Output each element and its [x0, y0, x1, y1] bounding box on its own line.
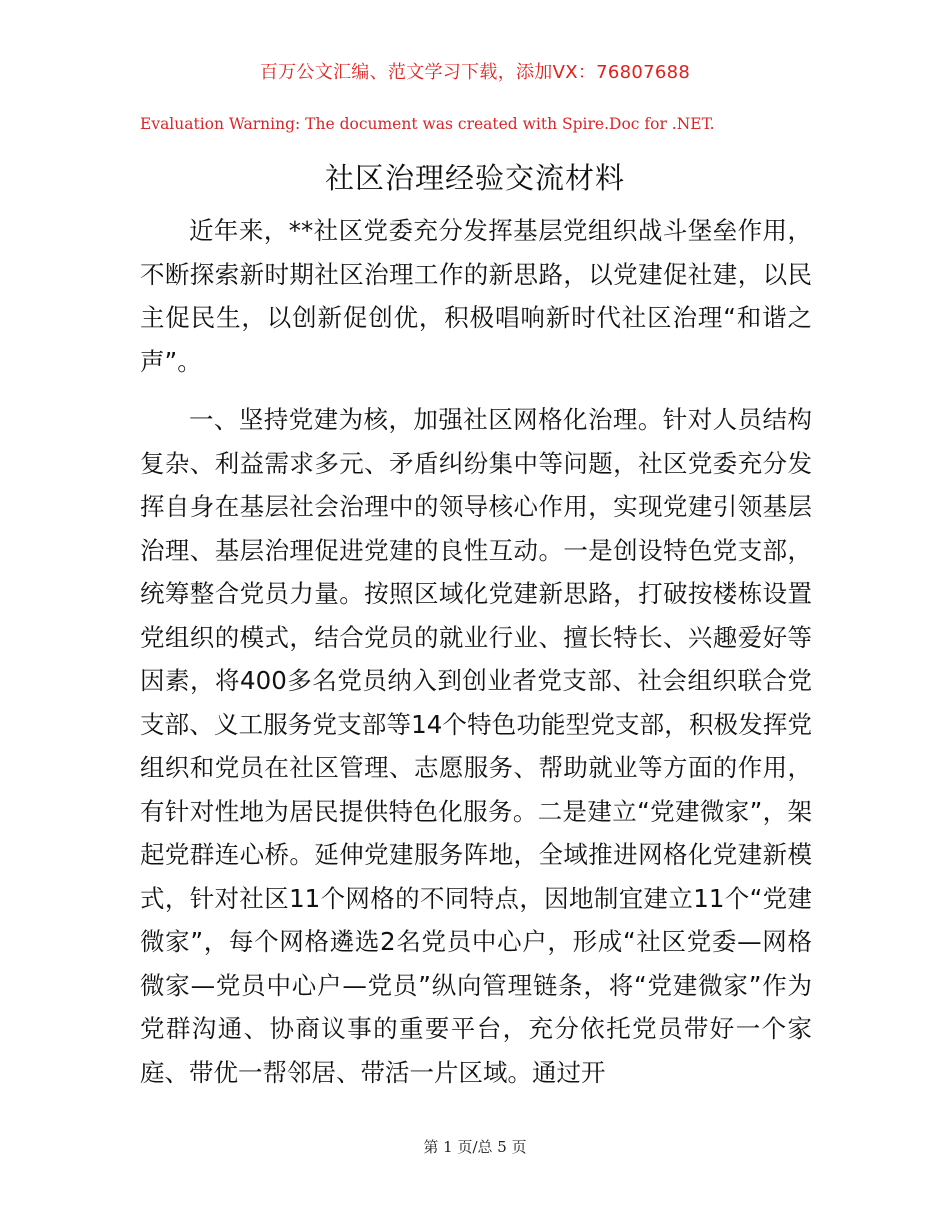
header-banner: 百万公文汇编、范文学习下载，添加VX：76807688	[259, 62, 691, 83]
paragraph-intro: 近年来，**社区党委充分发挥基层党组织战斗堡垒作用，不断探索新时期社区治理工作的新思路，以党建促社建，以民主促民生，以创新促创优，积极唱响新时代社区治理“和谐之声”。	[140, 216, 812, 376]
evaluation-warning: Evaluation Warning: The document was created with Spire.Doc for .NET.	[140, 115, 715, 133]
paragraph-section-one: 一、坚持党建为核，加强社区网格化治理。针对人员结构复杂、利益需求多元、矛盾纠纷集中等问题，社区党委充分发挥自身在基层社会治理中的领导核心作用，实现党建引领基层治理、基层治理促进党建的良性互动。一是创设特色党支部，统筹整合党员力量。按照区域化党建新思路，打破按楼栋设置党组织的模式，结合党员的就业行业、擅长特长、兴趣爱好等因素，将400多名党员纳入到创业者党支部、社会组织联合党支部、义工服务党支部等14个特色功能型党支部，积极发挥党组织和党员在社区管理、志愿服务、帮助就业等方面的作用，有针对性地为居民提供特色化服务。二是建立“党建微家”，架起党群连心桥。延伸党建服务阵地，全域推进网格化党建新模式，针对社区11个网格的不同特点，因地制宜建立11个“党建微家”，每个网格遴选2名党员中心户，形成“社区党委—网格微家—党员中心户—党员”纵向管理链条，将“党建微家”作为党群沟通、协商议事的重要平台，充分依托党员带好一个家庭、带优一帮邻居、带活一片区域。通过开	[140, 405, 812, 1087]
document-title: 社区治理经验交流材料	[324, 161, 625, 195]
page-number-footer: 第 1 页/总 5 页	[423, 1138, 527, 1156]
document-body	[140, 209, 812, 1094]
